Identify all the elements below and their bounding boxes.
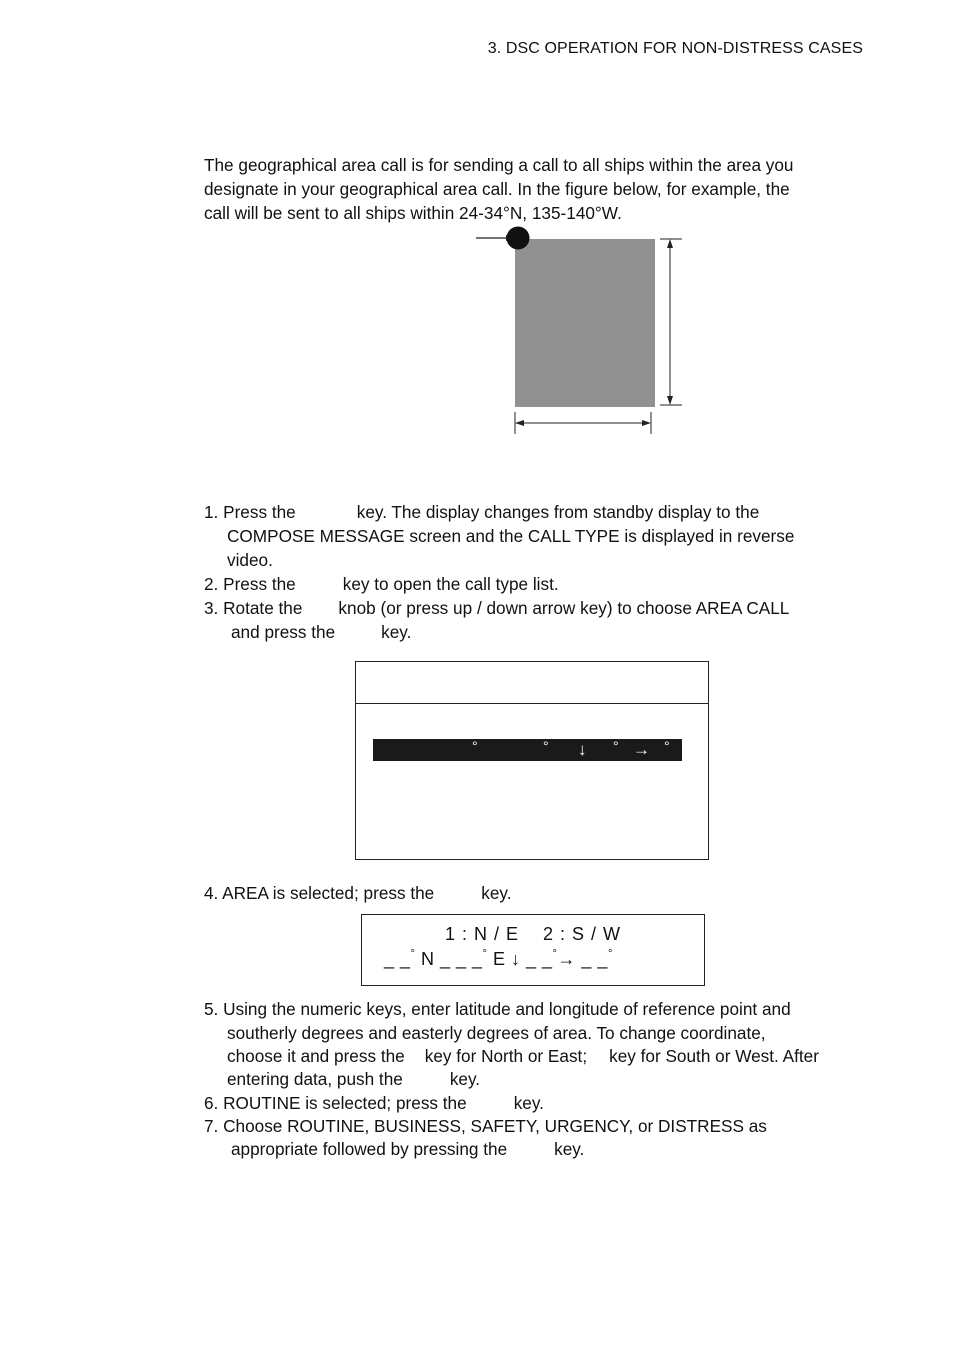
degree-symbol: °	[664, 738, 670, 754]
reference-point-dot	[507, 227, 530, 250]
area-entry-screen	[361, 914, 705, 986]
dim-arrow-left	[515, 420, 524, 426]
degree-symbol: °	[613, 738, 619, 754]
step-text: and press the	[231, 622, 336, 642]
east-digits: _ _	[581, 949, 608, 969]
step-2	[204, 572, 559, 596]
area-call-highlight-bar	[373, 739, 682, 761]
degree-symbol: °	[472, 738, 478, 754]
step-6	[204, 1091, 544, 1115]
lon-digits: _ _ _	[439, 949, 483, 969]
step-text: key.	[381, 622, 412, 642]
lat-hemisphere: N	[420, 949, 435, 969]
step-3-cont	[231, 620, 411, 644]
step-text: key.	[449, 1069, 481, 1089]
lat-digits: _ _	[384, 949, 411, 969]
step-1	[204, 500, 759, 524]
down-arrow-icon: ↓	[578, 740, 587, 759]
step-text: 1. Press the	[204, 502, 296, 522]
step-4	[204, 881, 512, 905]
intro-line: designate in your geographical area call. In the figure below, for example, the	[204, 179, 790, 199]
step-text: key for North or East;	[424, 1046, 588, 1066]
step-text: 2. Press the	[204, 574, 296, 594]
degree-symbol: °	[543, 738, 549, 754]
step-text: key.	[513, 1093, 544, 1113]
step-5-cont	[227, 1044, 819, 1068]
step-text: appropriate followed by pressing the	[231, 1139, 508, 1159]
screen-divider	[356, 703, 708, 704]
south-digits: _ _	[525, 949, 553, 969]
intro-line: call will be sent to all ships within 24-34°N, 135-140°W.	[204, 203, 622, 223]
step-text: key.	[481, 883, 512, 903]
coordinate-entry-row	[384, 948, 613, 970]
step-text: 3. Rotate the	[204, 598, 303, 618]
step-text: choose it and press the	[227, 1046, 405, 1066]
dim-arrow-up	[667, 239, 673, 248]
hemisphere-options: 1 : N / E 2 : S / W	[444, 924, 622, 944]
step-text: key. The display changes from standby display to the	[356, 502, 760, 522]
step-text: key for South or West. After	[609, 1046, 819, 1066]
step-text: 6. ROUTINE is selected; press the	[204, 1093, 467, 1113]
area-diagram	[470, 226, 690, 441]
right-arrow-icon: →	[633, 740, 650, 759]
step-text: key.	[554, 1139, 585, 1159]
step-text: 4. AREA is selected; press the	[204, 883, 435, 903]
shaded-area	[515, 239, 655, 407]
compose-message-screen	[355, 661, 709, 860]
right-arrow-icon: →	[557, 949, 576, 969]
step-5: 5. Using the numeric keys, enter latitude and longitude of reference point and	[204, 999, 791, 1019]
intro-paragraph	[204, 153, 864, 225]
step-7-cont	[231, 1137, 584, 1161]
degree-symbol: °	[552, 948, 558, 960]
degree-symbol: °	[607, 948, 613, 960]
step-text: entering data, push the	[227, 1069, 403, 1089]
step-text: knob (or press up / down arrow key) to choose AREA CALL	[338, 598, 790, 618]
section-header: 3. DSC OPERATION FOR NON-DISTRESS CASES	[487, 40, 863, 57]
step-7: 7. Choose ROUTINE, BUSINESS, SAFETY, URGENCY, or DISTRESS as	[204, 1116, 767, 1136]
lon-hemisphere-and-down-arrow: E ↓	[492, 949, 521, 969]
degree-symbol: °	[410, 948, 416, 960]
degree-symbol: °	[482, 948, 488, 960]
step-text: key to open the call type list.	[342, 574, 559, 594]
intro-line: The geographical area call is for sending a call to all ships within the area you	[204, 155, 794, 175]
step-5-cont	[227, 1067, 480, 1091]
dim-arrow-down	[667, 396, 673, 405]
step-5-cont: southerly degrees and easterly degrees of area. To change coordinate,	[227, 1023, 766, 1043]
step-1-cont: COMPOSE MESSAGE screen and the CALL TYPE is displayed in reverse	[227, 526, 795, 546]
step-1-cont: video.	[227, 550, 273, 570]
step-3	[204, 596, 789, 620]
dim-arrow-right	[642, 420, 651, 426]
